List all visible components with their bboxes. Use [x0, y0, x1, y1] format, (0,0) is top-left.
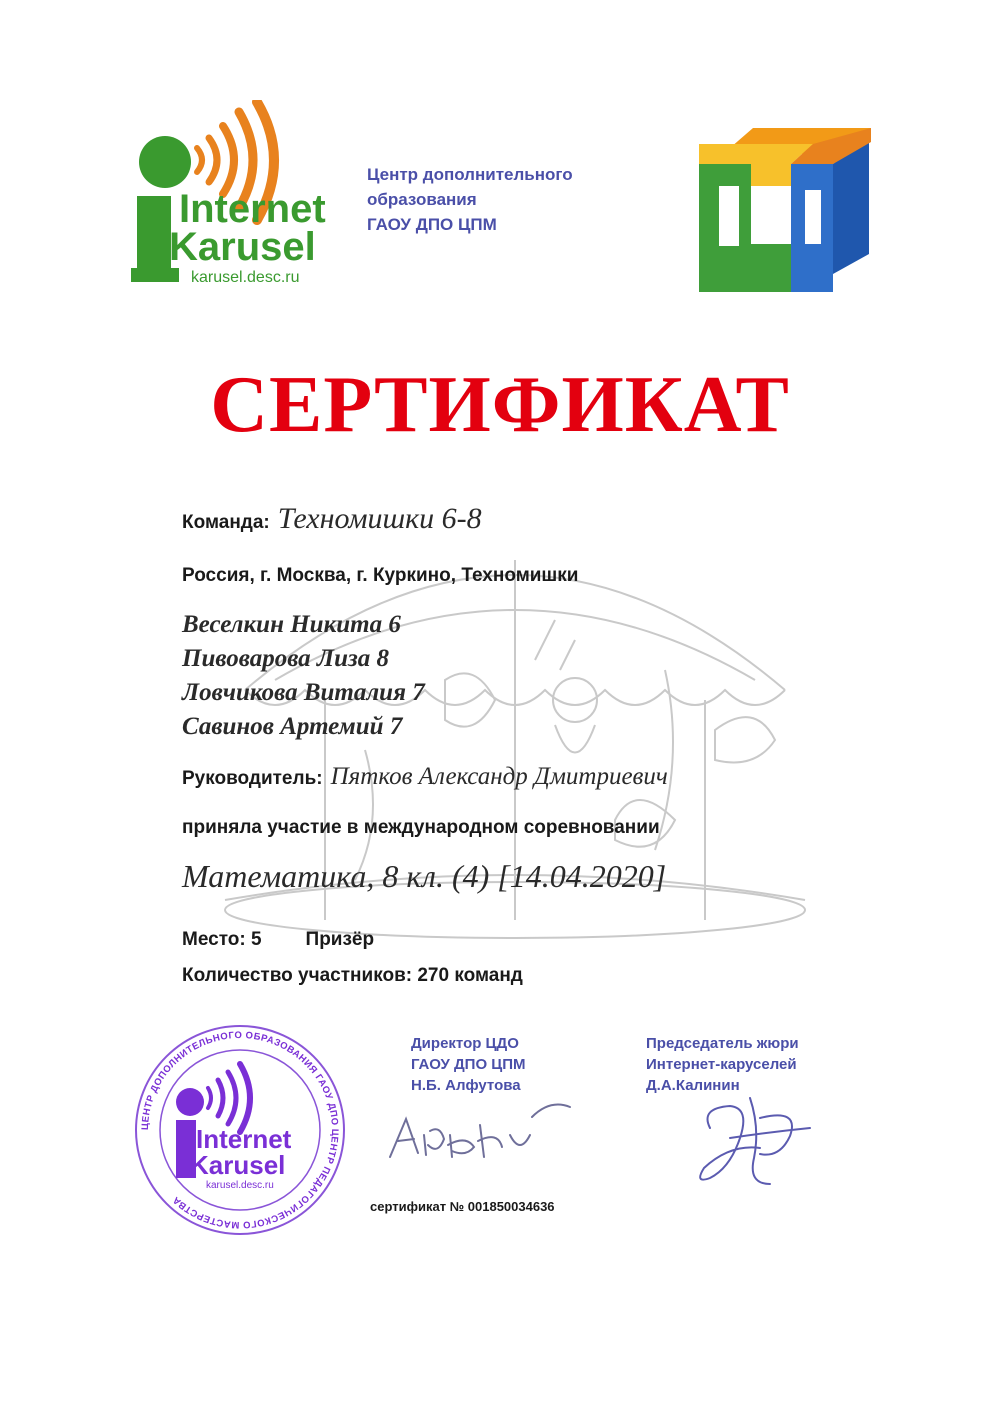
director-line: Н.Б. Алфутова	[411, 1077, 521, 1094]
director-block	[411, 1033, 526, 1096]
org-line: Центр дополнительного	[367, 165, 573, 184]
cpm-logo	[693, 124, 873, 294]
internet-karusel-logo	[125, 100, 340, 290]
jury-line: Д.А.Калинин	[646, 1077, 740, 1094]
team-row	[182, 502, 482, 536]
logo-url: karusel.desc.ru	[191, 269, 300, 286]
logo-word-internet: Internet	[179, 187, 326, 231]
place-row	[182, 929, 374, 951]
competition-name: Математика, 8 кл. (4) [14.04.2020]	[182, 858, 667, 894]
team-label: Команда:	[182, 512, 270, 533]
member-item: Савинов Артемий 7	[182, 713, 403, 740]
stamp-word-karusel: Karusel	[190, 1150, 286, 1180]
leader-name: Пятков Александр Дмитриевич	[330, 763, 668, 790]
place-status: Призёр	[305, 929, 375, 950]
jury-chair-signature	[690, 1088, 820, 1198]
team-name: Техномишки 6-8	[277, 502, 482, 535]
certificate-number: сертификат № 001850034636	[370, 1199, 555, 1214]
jury-line: Председатель жюри	[646, 1035, 799, 1052]
stamp-ring-text: ЦЕНТР ДОПОЛНИТЕЛЬНОГО ОБРАЗОВАНИЯ ГАОУ ДПО ЦЕНТР ПЕДАГОГИЧЕСКОГО МАСТЕРСТВА	[139, 1029, 341, 1231]
director-line: Директор ЦДО	[411, 1035, 519, 1052]
leader-row	[182, 763, 668, 791]
director-line: ГАОУ ДПО ЦПМ	[411, 1056, 526, 1073]
logo-word-karusel: Karusel	[169, 225, 316, 269]
leader-label: Руководитель:	[182, 768, 323, 789]
director-signature	[380, 1095, 580, 1165]
organization-stamp	[130, 1020, 350, 1240]
certificate-title: СЕРТИФИКАТ	[210, 361, 790, 449]
participants-count: Количество участников: 270 команд	[182, 965, 523, 986]
team-location: Россия, г. Москва, г. Куркино, Техномишки	[182, 565, 579, 586]
org-line: ГАОУ ДПО ЦПМ	[367, 215, 497, 234]
participation-text: приняла участие в международном соревновании	[182, 817, 660, 838]
place-label: Место: 5	[182, 929, 262, 950]
stamp-word-internet: Internet	[196, 1124, 292, 1154]
members-list	[182, 608, 425, 744]
member-item: Пивоварова Лиза 8	[182, 645, 389, 672]
member-item: Ловчикова Виталия 7	[182, 679, 425, 706]
jury-chair-block	[646, 1033, 799, 1096]
org-name	[367, 162, 573, 237]
stamp-url: karusel.desc.ru	[206, 1180, 274, 1191]
member-item: Веселкин Никита 6	[182, 611, 401, 638]
org-line: образования	[367, 190, 477, 209]
jury-line: Интернет-каруселей	[646, 1056, 797, 1073]
